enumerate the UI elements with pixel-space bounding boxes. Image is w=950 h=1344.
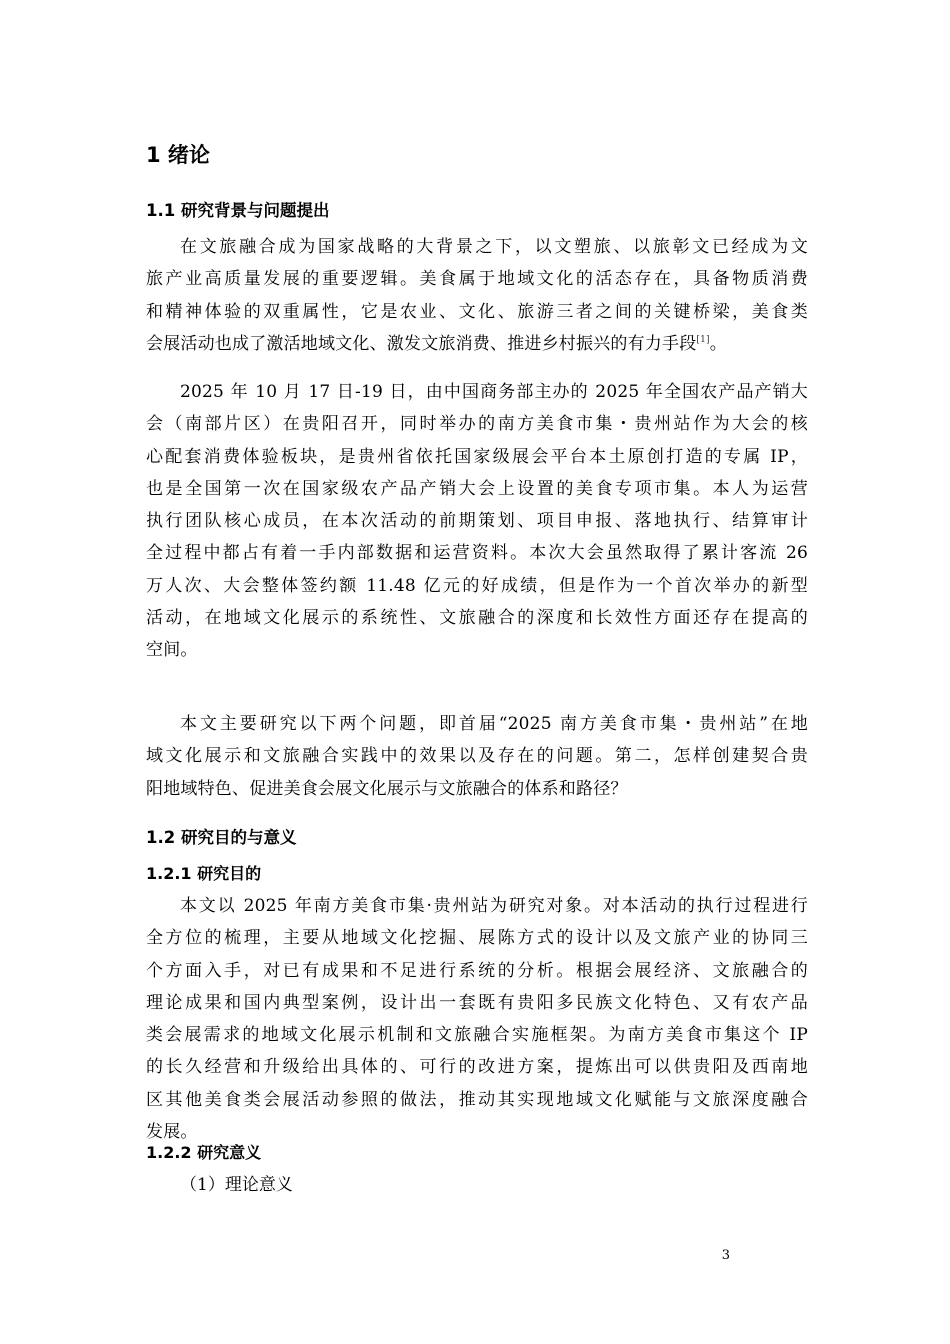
- paragraph-line: 活动，在地域文化展示的系统性、文旅融合的深度和长效性方面还存在提高的: [146, 608, 808, 629]
- paragraph-line: 和精神体验的双重属性，它是农业、文化、旅游三者之间的关键桥梁，美食类: [146, 301, 808, 322]
- subsection-heading-1-2-1: 1.2.1 研究目的: [146, 864, 262, 883]
- paragraph-line: 执行团队核心成员，在本次活动的前期策划、项目申报、落地执行、结算审计: [146, 511, 808, 532]
- section-heading-1-1: 1.1 研究背景与问题提出: [146, 201, 330, 220]
- paragraph-line: 也是全国第一次在国家级农产品产销大会上设置的美食专项市集。本人为运营: [146, 478, 808, 499]
- paragraph-end-punct: 。: [709, 333, 727, 354]
- paragraph-line: 阳地域特色、促进美食会展文化展示与文旅融合的体系和路径？: [146, 778, 628, 799]
- paragraph-line: 的长久经营和升级给出具体的、可行的改进方案，提炼出可以供贵阳及西南地: [146, 1057, 808, 1078]
- paragraph-line: 2025 年 10 月 17 日-19 日，由中国商务部主办的 2025 年全国农产品产销大: [180, 382, 808, 402]
- paragraph-line: 空间。: [146, 640, 198, 661]
- subsection-heading-1-2-2: 1.2.2 研究意义: [146, 1143, 262, 1162]
- paragraph-line: 全过程中都占有着一手内部数据和运营资料。本次大会虽然取得了累计客流 26: [146, 543, 808, 564]
- paragraph-line: 会（南部片区）在贵阳召开，同时举办的南方美食市集・贵州站作为大会的核: [146, 414, 808, 435]
- paragraph-line: 发展。: [146, 1122, 198, 1143]
- paragraph-line: 在文旅融合成为国家战略的大背景之下，以文塑旅、以旅彰文已经成为文: [180, 237, 808, 257]
- paragraph-line: 万人次、大会整体签约额 11.48 亿元的好成绩，但是作为一个首次举办的新型: [146, 575, 808, 596]
- paragraph-line: 类会展需求的地域文化展示机制和文旅融合实施框架。为南方美食市集这个 IP: [146, 1025, 808, 1046]
- section-heading-1-2: 1.2 研究目的与意义: [146, 828, 297, 847]
- citation-reference: [1]: [696, 334, 710, 345]
- chapter-title: 1 绪论: [146, 143, 210, 167]
- paragraph-line: 本文主要研究以下两个问题，即首届“2025 南方美食市集・贵州站”在地: [180, 714, 808, 734]
- paragraph-line: 域文化展示和文旅融合实践中的效果以及存在的问题。第二，怎样创建契合贵: [146, 746, 808, 767]
- paragraph-line: 理论成果和国内典型案例，设计出一套既有贵阳多民族文化特色、又有农产品: [146, 992, 808, 1013]
- paragraph-line: 心配套消费体验板块，是贵州省依托国家级展会平台本土原创打造的专属 IP，: [146, 446, 808, 467]
- paragraph-line: 旅产业高质量发展的重要逻辑。美食属于地域文化的活态存在，具备物质消费: [146, 269, 808, 290]
- paragraph-questions: [146, 708, 808, 805]
- paragraph-line: 区其他美食类会展活动参照的做法，推动其实现地域文化赋能与文旅深度融合: [146, 1089, 808, 1110]
- paragraph-line: [146, 328, 808, 360]
- paragraph-purpose: [146, 890, 808, 1148]
- paragraph-event: [146, 376, 808, 667]
- paragraph-background: [146, 231, 808, 360]
- paragraph-line-text: 会展活动也成了激活地域文化、激发文旅消费、推进乡村振兴的有力手段: [146, 333, 697, 354]
- paragraph-line: 个方面入手，对已有成果和不足进行系统的分析。根据会展经济、文旅融合的: [146, 960, 808, 981]
- paragraph-line: 本文以 2025 年南方美食市集·贵州站为研究对象。对本活动的执行过程进行: [180, 896, 808, 916]
- page-number: 3: [721, 1248, 730, 1263]
- list-item-theory-significance: （1）理论意义: [180, 1175, 293, 1195]
- paragraph-line: 全方位的梳理，主要从地域文化挖掘、展陈方式的设计以及文旅产业的协同三: [146, 928, 808, 949]
